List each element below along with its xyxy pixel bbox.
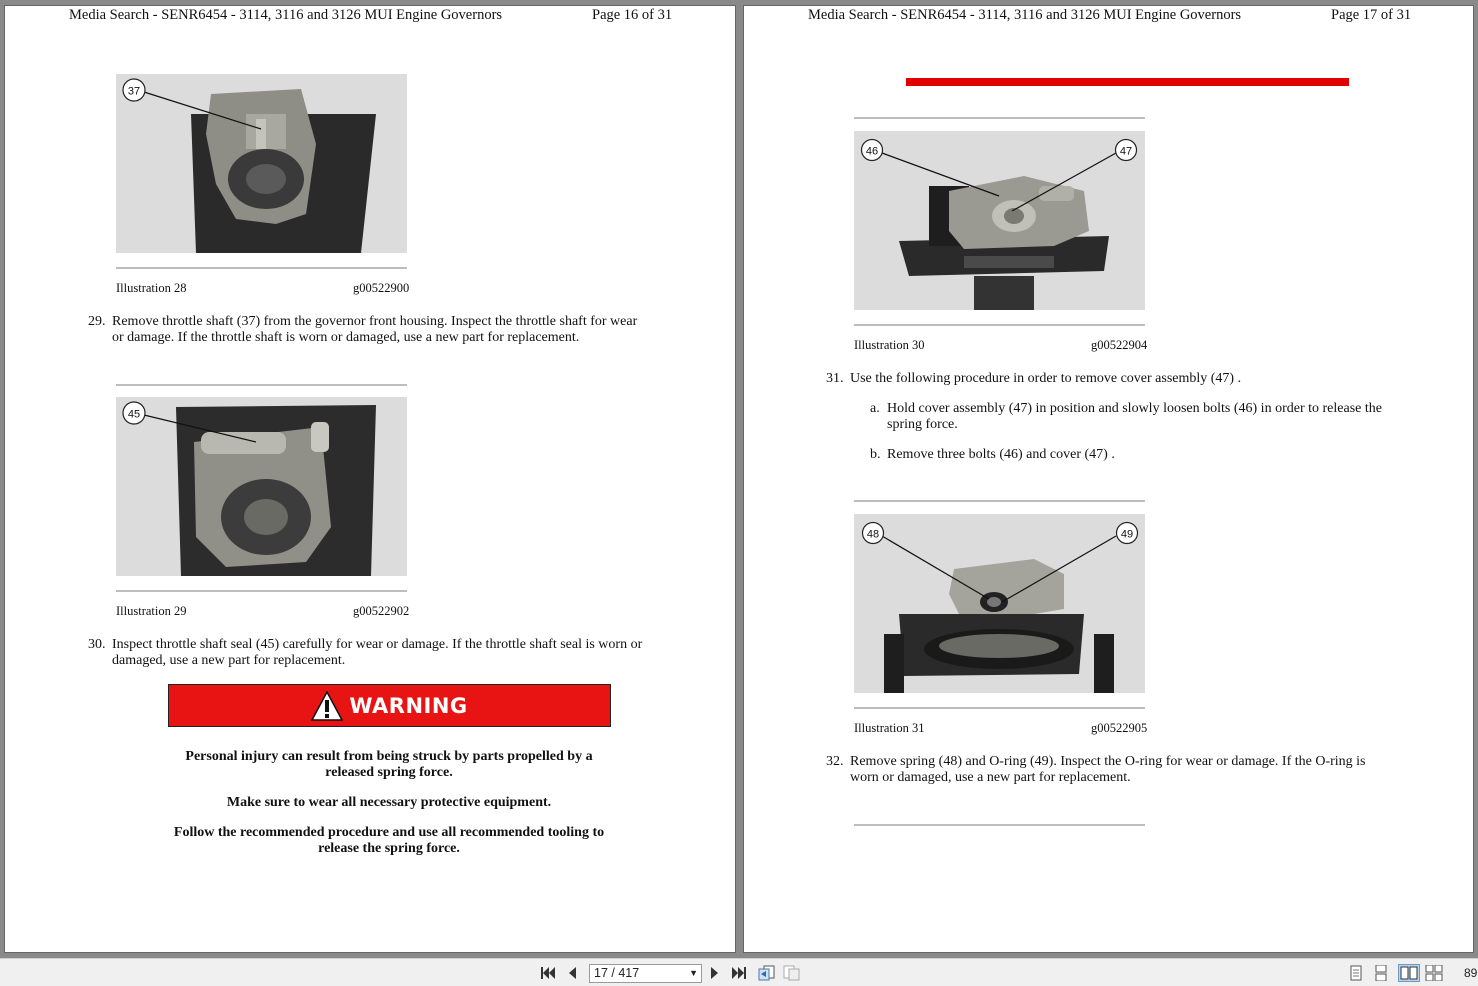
figure-rule (116, 384, 407, 386)
red-separator-bar (906, 78, 1349, 86)
illustration-caption: Illustration 30 (854, 338, 925, 352)
figure-rule (854, 324, 1145, 326)
illustration-28-photo (116, 74, 407, 253)
illustration-ref: g00522905 (1091, 721, 1148, 735)
step-number: 31. (826, 371, 844, 386)
step-31-substep-a (870, 401, 1430, 435)
next-view-icon[interactable] (783, 964, 801, 982)
step-text-line: Remove throttle shaft (37) from the governor front housing. Inspect the throttle shaft for wear (112, 314, 638, 329)
substep-label: a. (870, 401, 880, 416)
step-text: Use the following procedure in order to remove cover assembly (47) . (850, 371, 1242, 386)
zoom-level[interactable]: 89 (1464, 966, 1478, 980)
warning-label: WARNING (349, 693, 468, 718)
warning-text-line: release the spring force. (318, 841, 460, 856)
header-title: Media Search - SENR6454 - 3114, 3116 and 3126 MUI Engine Governors (69, 7, 503, 23)
step-text-line: Inspect throttle shaft seal (45) carefully for wear or damage. If the throttle shaft seal is worn or (112, 637, 643, 652)
step-30 (88, 637, 698, 671)
previous-page-icon[interactable] (563, 964, 581, 982)
step-29 (88, 314, 688, 348)
page-number-select[interactable] (589, 964, 702, 983)
warning-text-line: released spring force. (325, 765, 453, 780)
left-document-page (4, 5, 736, 953)
figure-rule (116, 267, 407, 269)
illustration-30-photo (854, 131, 1145, 310)
figure-rule (854, 707, 1145, 709)
step-number: 29. (88, 314, 106, 329)
callout-45: 45 (127, 408, 141, 421)
single-page-view-icon[interactable] (1347, 964, 1365, 982)
step-text-line: worn or damaged, use a new part for replacement. (850, 770, 1131, 785)
step-number: 30. (88, 637, 106, 652)
callout-47: 47 (1119, 145, 1133, 158)
illustration-caption: Illustration 31 (854, 721, 925, 735)
figure-rule (854, 824, 1145, 826)
viewer-toolbar (0, 958, 1478, 986)
step-text-line: spring force. (887, 417, 958, 432)
substep-label: b. (870, 447, 881, 462)
step-31 (826, 371, 1446, 389)
step-text-line: Hold cover assembly (47) in position and slowly loosen bolts (46) in order to release the (887, 401, 1382, 416)
step-number: 32. (826, 754, 844, 769)
step-text-line: or damage. If the throttle shaft is worn or damaged, use a new part for replacement. (112, 330, 580, 345)
two-page-view-icon[interactable] (1398, 964, 1420, 982)
warning-triangle-icon (311, 691, 343, 721)
header-page-number: Page 17 of 31 (1331, 7, 1412, 23)
right-document-page (743, 5, 1474, 953)
illustration-ref: g00522904 (1091, 338, 1148, 352)
warning-text-line: Follow the recommended procedure and use all recommended tooling to (173, 825, 605, 840)
last-page-icon[interactable] (730, 964, 748, 982)
header-title: Media Search - SENR6454 - 3114, 3116 and 3126 MUI Engine Governors (808, 7, 1242, 23)
step-31-substep-b (870, 447, 1430, 465)
illustration-caption: Illustration 29 (116, 604, 187, 618)
figure-rule (116, 590, 407, 592)
warning-banner (168, 684, 611, 727)
chevron-down-icon: ▼ (689, 968, 698, 978)
header-page-number: Page 16 of 31 (592, 7, 673, 23)
step-text-line: Remove spring (48) and O-ring (49). Inspect the O-ring for wear or damage. If the O-ring is (850, 754, 1366, 769)
callout-46: 46 (865, 145, 879, 158)
step-text-line: damaged, use a new part for replacement. (112, 653, 346, 668)
callout-48: 48 (866, 528, 880, 541)
warning-paragraph: Make sure to wear all necessary protective equipment. (226, 795, 552, 810)
figure-rule (854, 500, 1145, 502)
illustration-caption: Illustration 28 (116, 281, 187, 295)
previous-view-icon[interactable] (758, 964, 776, 982)
illustration-29-photo (116, 397, 407, 576)
next-page-icon[interactable] (706, 964, 724, 982)
page-indicator: 17 / 417 (594, 966, 640, 980)
illustration-ref: g00522900 (353, 281, 410, 295)
step-text: Remove three bolts (46) and cover (47) . (887, 447, 1115, 462)
figure-rule (854, 117, 1145, 119)
step-32 (826, 754, 1446, 788)
warning-paragraph (138, 825, 640, 857)
callout-37: 37 (127, 85, 141, 98)
illustration-ref: g00522902 (353, 604, 410, 618)
two-page-continuous-view-icon[interactable] (1425, 964, 1443, 982)
illustration-31-photo (854, 514, 1145, 693)
warning-text-line: Personal injury can result from being struck by parts propelled by a (185, 749, 593, 764)
continuous-view-icon[interactable] (1372, 964, 1390, 982)
warning-paragraph (138, 749, 640, 781)
callout-49: 49 (1120, 528, 1134, 541)
first-page-icon[interactable] (539, 964, 557, 982)
